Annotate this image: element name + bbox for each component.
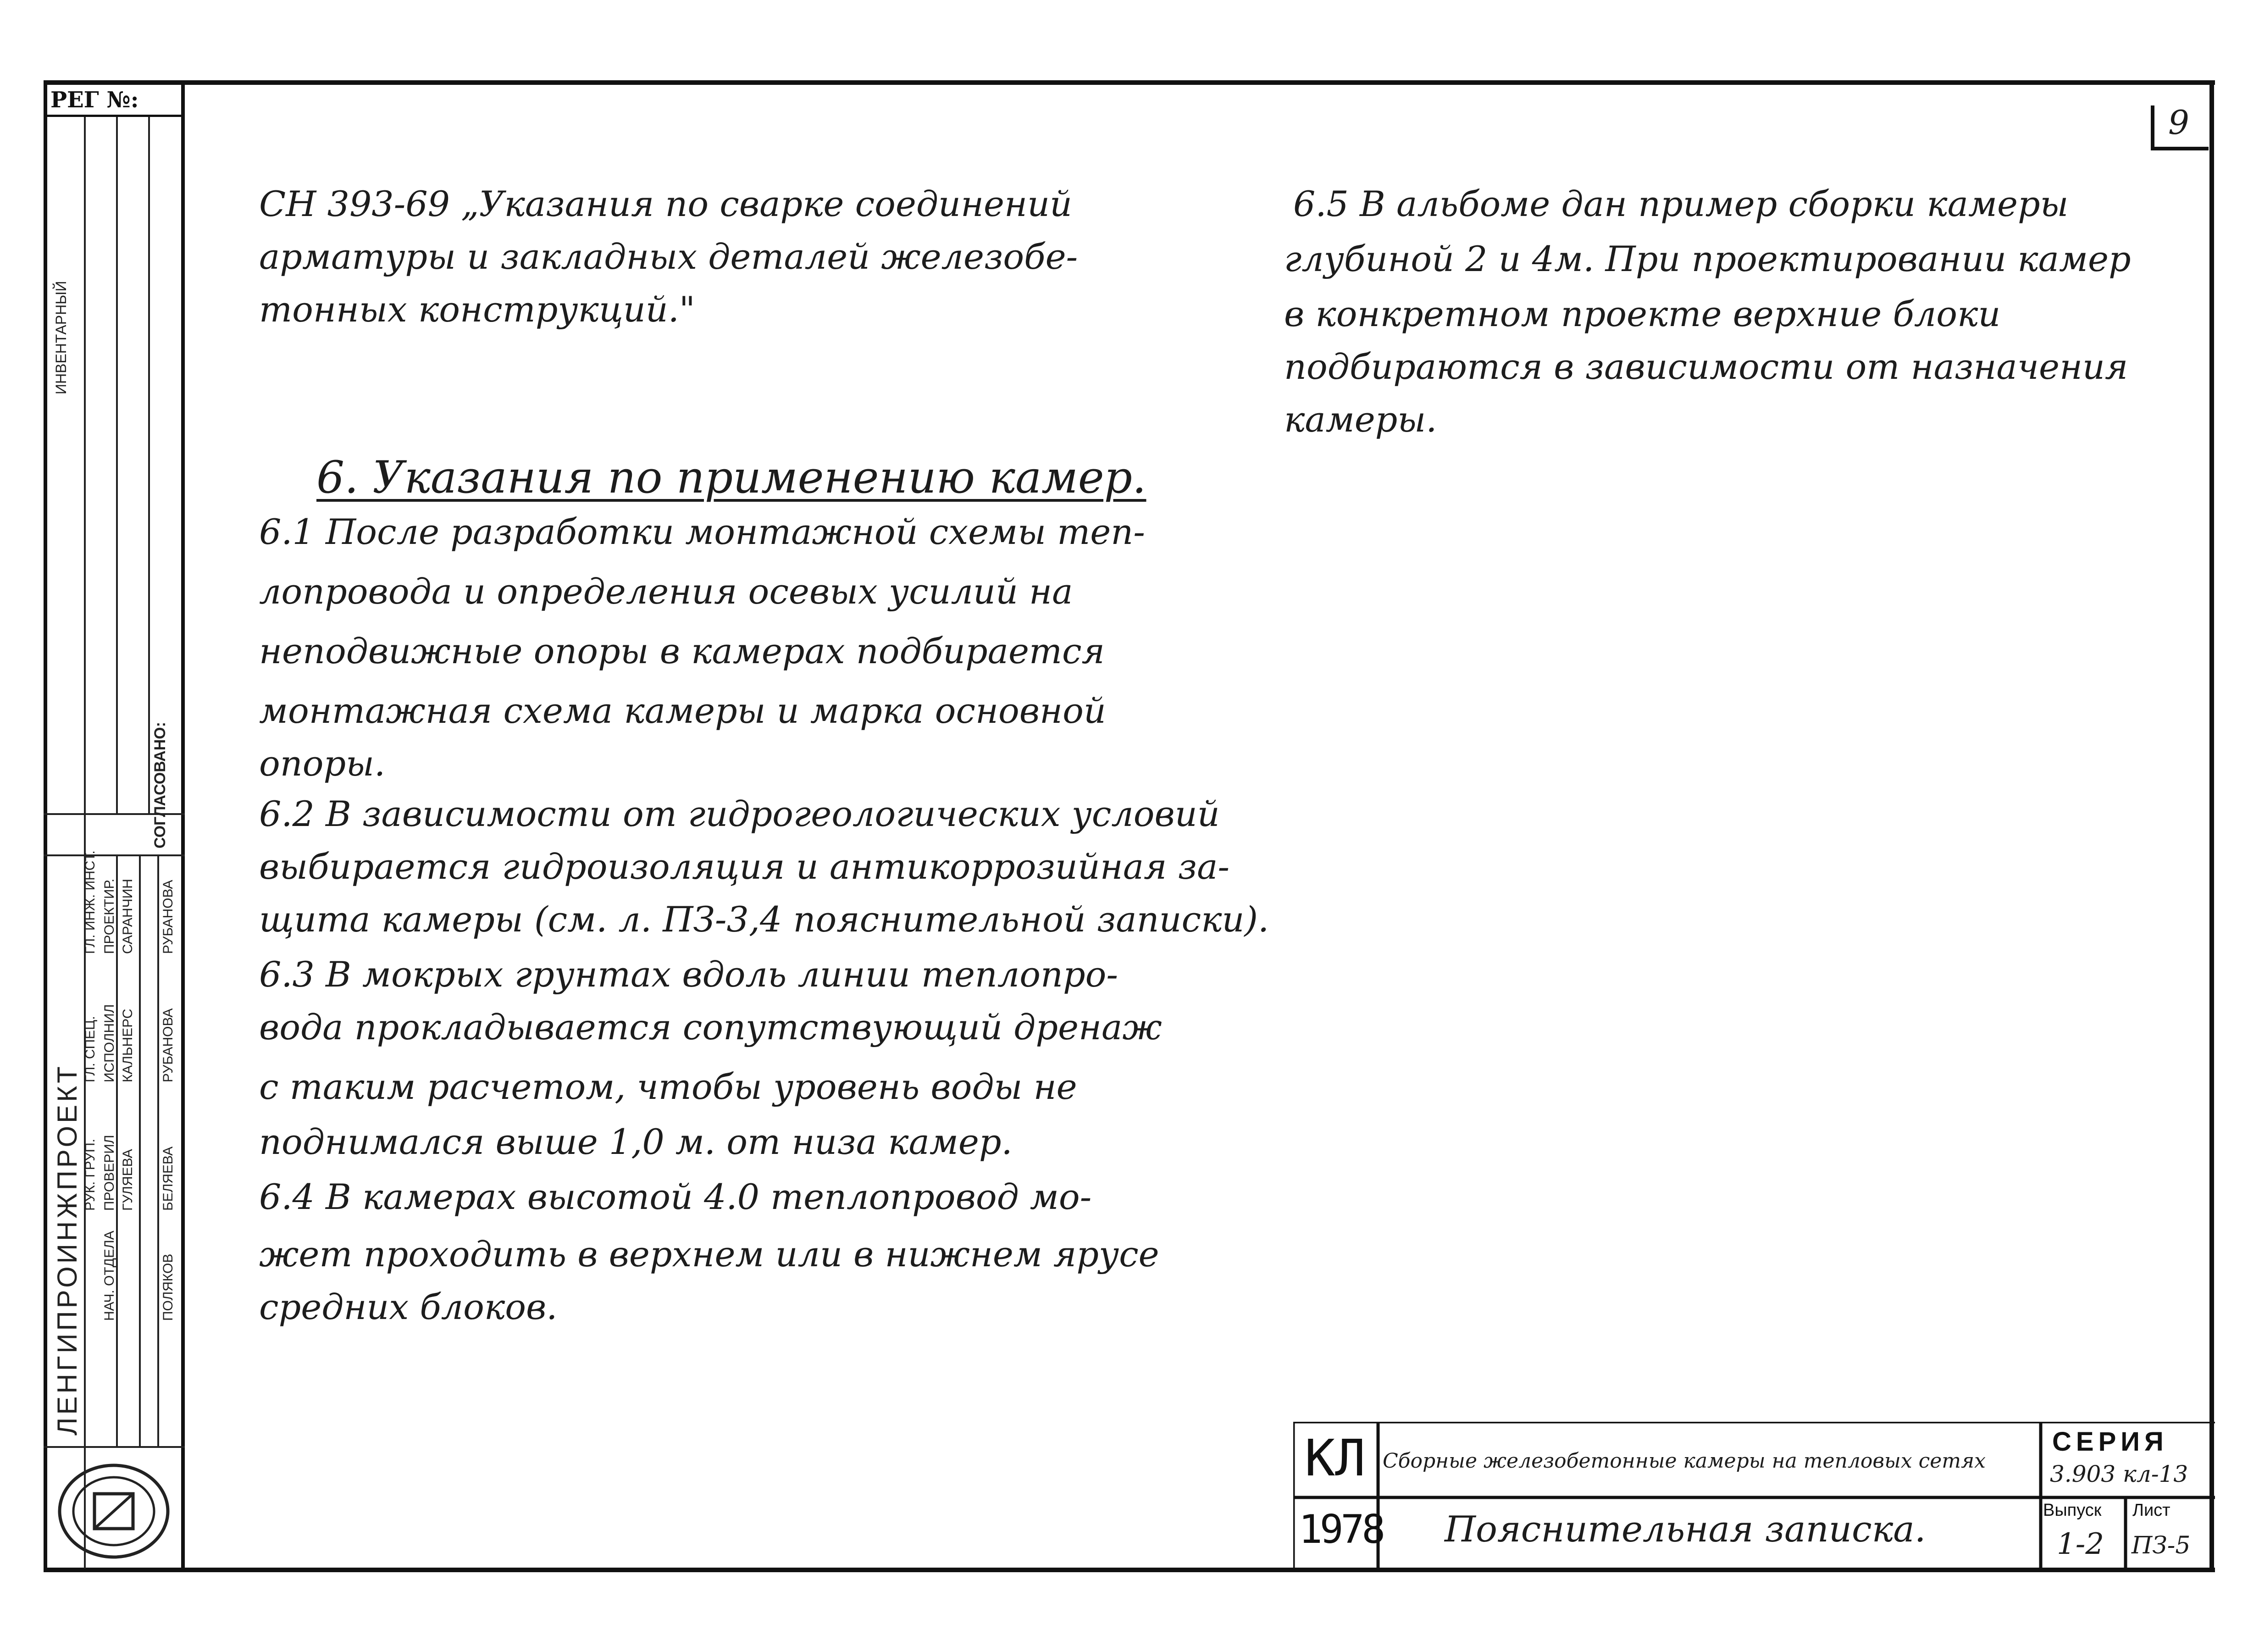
side-inventory-label: ИНВЕНТАРНЫЙ [53, 281, 69, 394]
body-line: средних блоков. [259, 1286, 558, 1327]
side-row-role: ГЛ. СПЕЦ. [83, 1016, 98, 1082]
page-number: 9 [2168, 103, 2189, 142]
body-line: с таким расчетом, чтобы уровень воды не [259, 1066, 1077, 1107]
right-body-line: 6.5 В альбоме дан пример сборки камеры [1293, 183, 2069, 224]
right-body-line: камеры. [1284, 399, 1437, 440]
side-row-role: ПРОВЕРИЛ [102, 1135, 117, 1211]
title-block-year: 1978 [1299, 1507, 1383, 1552]
body-line: 6.4 В камерах высотой 4.0 теплопровод мо- [259, 1176, 1092, 1217]
frame-top-line [44, 80, 2215, 85]
side-row-role: РУК. ГРУП. [83, 1138, 98, 1211]
side-approved-label: СОГЛАСОВАНО: [151, 721, 169, 848]
frame-right-line [2209, 80, 2214, 1572]
body-line: 6.2 В зависимости от гидрогеологических условий [259, 793, 1220, 834]
right-body-line: глубиной 2 и 4м. При проектировании камер [1284, 238, 2131, 279]
body-line: 6.3 В мокрых грунтах вдоль линии теплопро- [259, 954, 1118, 995]
issue-label: Выпуск [2043, 1501, 2102, 1520]
side-row-role: ГЛ. ИНЖ. ИНСТ. [83, 850, 98, 954]
org-emblem-icon [54, 1461, 173, 1562]
side-row-name: ПОЛЯКОВ [161, 1253, 176, 1321]
body-line: 6.1 После разработки монтажной схемы теп- [259, 511, 1145, 552]
sheet-value: ПЗ-5 [2132, 1532, 2191, 1559]
body-line: щита камеры (см. л. ПЗ-3,4 пояснительной записки). [259, 899, 1269, 940]
body-line: лопровода и определения осевых усилий на [259, 571, 1073, 612]
body-line: выбирается гидроизоляция и антикоррозийная за- [259, 846, 1230, 887]
title-block-doc-title: Пояснительная записка. [1445, 1509, 1926, 1550]
side-org-name: ЛЕНГИПРОИНЖПРОЕКТ [52, 1064, 83, 1436]
body-line: неподвижные опоры в камерах подбирается [259, 631, 1105, 671]
body-line: вода прокладывается сопутствующий дренаж [259, 1007, 1162, 1048]
body-line: жет проходить в верхнем или в нижнем ярусе [259, 1234, 1159, 1275]
reg-label: РЕГ №: [50, 87, 139, 113]
sheet-label: Лист [2132, 1501, 2170, 1520]
right-body-line: подбираются в зависимости от назначения [1284, 346, 2128, 387]
side-row-name: РУБАНОВА [161, 1008, 176, 1082]
side-row-name: КАЛЬНЕРС [120, 1009, 135, 1082]
side-row-role: НАЧ. ОТДЕЛА [102, 1231, 117, 1321]
ref-line: арматуры и закладных деталей железобе- [259, 236, 1078, 277]
side-row-name: ГУЛЯЕВА [120, 1149, 135, 1211]
section-title: 6. Указания по применению камер. [316, 452, 1146, 503]
series-label: СЕРИЯ [2052, 1427, 2168, 1457]
issue-value: 1-2 [2057, 1527, 2104, 1561]
side-row-name: САРАНЧИН [120, 879, 135, 954]
body-line: монтажная схема камеры и марка основной [259, 690, 1106, 731]
side-row-role: ПРОЕКТИР. [102, 878, 117, 954]
title-block-code: КЛ [1305, 1429, 1366, 1487]
side-row-role: ИСПОЛНИЛ [102, 1004, 117, 1082]
body-line: опоры. [259, 743, 386, 784]
ref-line: СН 393-69 „Указания по сварке соединений [259, 183, 1072, 224]
body-line: поднимался выше 1,0 м. от низа камер. [259, 1121, 1013, 1162]
side-row-name: РУБАНОВА [161, 880, 176, 954]
right-body-line: в конкретном проекте верхние блоки [1284, 294, 2001, 334]
series-value: 3.903 кл-13 [2050, 1461, 2188, 1487]
title-block-album: Сборные железобетонные камеры на тепловых сетях [1383, 1449, 1986, 1473]
side-row-name: БЕЛЯЕВА [161, 1146, 176, 1211]
ref-line: тонных конструкций." [259, 289, 695, 330]
